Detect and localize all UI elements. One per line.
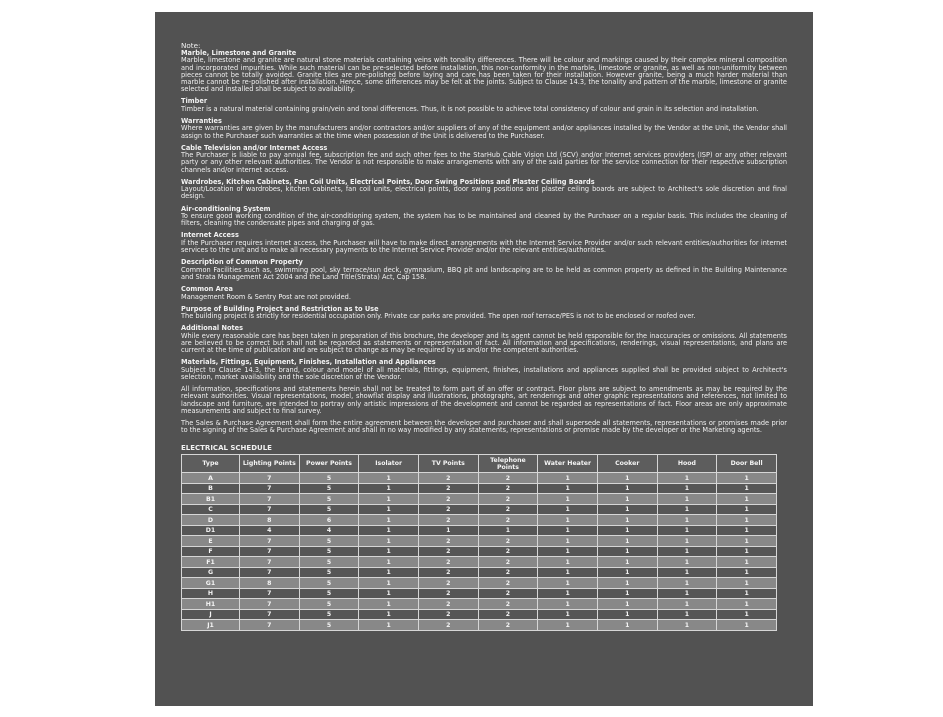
unit-type-cell: F1 <box>182 557 240 568</box>
unit-type-cell: J1 <box>182 620 240 631</box>
table-cell: 1 <box>717 609 777 620</box>
table-cell: 1 <box>597 599 657 610</box>
table-cell: 1 <box>597 609 657 620</box>
table-cell: 2 <box>478 620 538 631</box>
table-row <box>182 525 777 536</box>
table-cell: 2 <box>418 557 478 568</box>
column-header: Isolator <box>359 455 419 473</box>
table-cell: 1 <box>657 578 717 589</box>
table-cell: 1 <box>359 567 419 578</box>
table-cell: 2 <box>478 609 538 620</box>
table-cell: 5 <box>299 557 359 568</box>
table-cell: 1 <box>717 504 777 515</box>
table-row <box>182 557 777 568</box>
note-section <box>181 325 787 354</box>
table-cell: 5 <box>299 483 359 494</box>
table-cell: 1 <box>597 473 657 484</box>
section-title: Marble, Limestone and Granite <box>181 49 297 57</box>
electrical-schedule-table <box>181 454 777 631</box>
table-cell: 1 <box>538 546 598 557</box>
table-cell: 7 <box>240 536 300 547</box>
section-body: While every reasonable care has been taken in preparation of this brochure, the developer and its agent cannot be held responsible for the inaccuracies or omissions. All statements are believed to be correct but shall not be regarded as statements or representation of fact. All information and specifications, renderings, visual representations, and plans are current at the time of publication and are subject to change as may be required by us and/or the competent authorities. <box>181 331 787 355</box>
table-cell: 1 <box>597 567 657 578</box>
table-cell: 2 <box>418 473 478 484</box>
note-section <box>181 50 787 93</box>
section-body: Timber is a natural material containing grain/vein and tonal differences. Thus, it is not possible to achieve total consistency of colour and grain in its selection and installation. <box>181 104 759 113</box>
table-row <box>182 620 777 631</box>
table-cell: 1 <box>717 567 777 578</box>
table-cell: 1 <box>717 620 777 631</box>
table-cell: 1 <box>717 557 777 568</box>
table-cell: 2 <box>418 620 478 631</box>
table-cell: 1 <box>717 515 777 526</box>
table-cell: 2 <box>418 515 478 526</box>
table-cell: 1 <box>657 536 717 547</box>
table-cell: 1 <box>717 483 777 494</box>
unit-type-cell: C <box>182 504 240 515</box>
section-body: Subject to Clause 14.3, the brand, colour and model of all materials, fittings, equipment, finishes, installations and appliances supplied shall be provided subject to Architect's selection, market availability and the sole discretion of the Vendor. <box>181 365 787 381</box>
notes-sections <box>181 50 787 381</box>
table-cell: 6 <box>299 515 359 526</box>
table-cell: 1 <box>597 494 657 505</box>
column-header: Cooker <box>597 455 657 473</box>
note-section <box>181 145 787 174</box>
table-cell: 1 <box>657 483 717 494</box>
table-cell: 1 <box>597 515 657 526</box>
section-title: Air-conditioning System <box>181 204 271 213</box>
table-cell: 7 <box>240 599 300 610</box>
table-cell: 1 <box>538 599 598 610</box>
section-title: Internet Access <box>181 231 239 240</box>
table-cell: 1 <box>538 620 598 631</box>
table-row <box>182 504 777 515</box>
unit-type-cell: A <box>182 473 240 484</box>
note-section <box>181 206 787 228</box>
table-cell: 2 <box>478 588 538 599</box>
column-header: TV Points <box>418 455 478 473</box>
table-cell: 2 <box>478 473 538 484</box>
note-section <box>181 306 787 321</box>
brochure-page <box>155 12 813 706</box>
section-title: Timber <box>181 97 208 106</box>
table-cell: 1 <box>597 483 657 494</box>
table-row <box>182 609 777 620</box>
section-body: The Purchaser is liable to pay annual fee, subscription fee and such other fees to the StarHub Cable Vision Ltd (SCV) and/or Internet services providers (ISP) or any other relevant party or any other relevant authorities. The Vendor is not responsible to make arrangements with any of the said parties for the service connection for their respective subscription channels and/or internet access. <box>181 151 787 174</box>
table-cell: 1 <box>359 588 419 599</box>
table-cell: 1 <box>717 578 777 589</box>
table-cell: 1 <box>657 504 717 515</box>
column-header: Water Heater <box>538 455 598 473</box>
table-cell: 2 <box>418 546 478 557</box>
table-cell: 2 <box>418 483 478 494</box>
unit-type-cell: E <box>182 536 240 547</box>
unit-type-cell: G <box>182 567 240 578</box>
table-cell: 1 <box>359 609 419 620</box>
table-cell: 1 <box>478 525 538 536</box>
table-cell: 1 <box>717 473 777 484</box>
table-row <box>182 494 777 505</box>
table-cell: 1 <box>597 578 657 589</box>
section-title: Warranties <box>181 117 222 126</box>
table-cell: 2 <box>478 504 538 515</box>
table-cell: 7 <box>240 494 300 505</box>
table-row <box>182 567 777 578</box>
section-body: If the Purchaser requires internet access, the Purchaser will have to make direct arrangements with the Internet Service Provider and/or such relevant entities/authorities for internet services to the unit and to make all necessary payments to the Internet Service Provider and/or the relevant entities/authorities. <box>181 238 787 255</box>
section-body: Common Facilities such as, swimming pool, sky terrace/sun deck, gymnasium, BBQ pit and landscaping are to be held as common property as defined in the Building Maintenance and Strata Management Act 2004 and the Land Title(Strata) Act, Cap 158. <box>181 265 787 281</box>
table-cell: 5 <box>299 578 359 589</box>
table-cell: 2 <box>418 494 478 505</box>
note-section <box>181 179 787 201</box>
table-cell: 5 <box>299 620 359 631</box>
disclaimer-paragraph: The Sales & Purchase Agreement shall form the entire agreement between the developer and purchaser and shall supersede all statements, representations or promises made prior to the signing of the Sales & Purchase Agreement and shall in no way modified by any statements, representations or promise made by the developer or the Marketing agents. <box>181 418 787 435</box>
table-cell: 1 <box>657 525 717 536</box>
table-cell: 1 <box>538 504 598 515</box>
table-cell: 1 <box>657 473 717 484</box>
section-title: Additional Notes <box>181 324 244 333</box>
table-cell: 1 <box>597 588 657 599</box>
unit-type-cell: G1 <box>182 578 240 589</box>
table-cell: 1 <box>717 546 777 557</box>
table-cell: 1 <box>657 620 717 631</box>
table-cell: 1 <box>597 504 657 515</box>
table-cell: 5 <box>299 609 359 620</box>
table-cell: 2 <box>418 599 478 610</box>
table-cell: 1 <box>359 525 419 536</box>
table-cell: 1 <box>538 515 598 526</box>
electrical-schedule-title: ELECTRICAL SCHEDULE <box>181 444 272 453</box>
table-cell: 4 <box>240 525 300 536</box>
table-cell: 2 <box>418 504 478 515</box>
section-body: Layout/Location of wardrobes, kitchen cabinets, fan coil units, electrical points, door swing positions and plaster ceiling boards are subject to Architect's sole discretion and final design. <box>181 185 787 201</box>
table-row <box>182 578 777 589</box>
table-cell: 2 <box>478 536 538 547</box>
section-title: Description of Common Property <box>181 258 303 267</box>
note-section <box>181 359 787 381</box>
section-body: Management Room & Sentry Post are not provided. <box>181 292 351 301</box>
table-cell: 1 <box>597 620 657 631</box>
table-cell: 1 <box>359 599 419 610</box>
table-row <box>182 473 777 484</box>
table-cell: 2 <box>478 483 538 494</box>
unit-type-cell: D <box>182 515 240 526</box>
table-cell: 8 <box>240 578 300 589</box>
table-cell: 2 <box>478 578 538 589</box>
table-cell: 1 <box>359 557 419 568</box>
table-cell: 7 <box>240 473 300 484</box>
note-section <box>181 232 787 254</box>
table-cell: 2 <box>418 609 478 620</box>
table-cell: 1 <box>657 557 717 568</box>
table-cell: 5 <box>299 567 359 578</box>
table-cell: 1 <box>538 588 598 599</box>
table-cell: 1 <box>597 536 657 547</box>
table-cell: 1 <box>657 609 717 620</box>
table-cell: 2 <box>478 599 538 610</box>
table-row <box>182 483 777 494</box>
table-cell: 1 <box>359 546 419 557</box>
section-body: Marble, limestone and granite are natural stone materials containing veins with tonality differences. There will be colour and markings caused by their complex mineral composition and incorporated impurities. While such material can be pre-selected before installation, this non-conformity in the marble, limestone or granite, as well as non-uniformity between pieces cannot be totally avoided. Granite tiles are pre-polished before laying and care has been taken for their installation. However granite, being a much harder material than marble cannot be re-polished after installation. Hence, some differences may be felt at the joints. Subject to Clause 14.3, the tonality and pattern of the marble, limestone or granite selected and installed shall be subject to availability. <box>181 56 787 94</box>
section-title: Materials, Fittings, Equipment, Finishes, Installation and Appliances <box>181 358 436 367</box>
disclaimer-paragraphs <box>181 386 787 434</box>
column-header: Type <box>182 455 240 473</box>
table-cell: 2 <box>478 546 538 557</box>
table-cell: 1 <box>538 494 598 505</box>
table-cell: 7 <box>240 609 300 620</box>
table-header-row <box>182 455 777 473</box>
column-header: Power Points <box>299 455 359 473</box>
table-cell: 1 <box>717 599 777 610</box>
table-cell: 2 <box>478 567 538 578</box>
table-cell: 1 <box>359 620 419 631</box>
table-row <box>182 515 777 526</box>
table-cell: 1 <box>359 536 419 547</box>
table-cell: 2 <box>418 588 478 599</box>
table-cell: 2 <box>478 515 538 526</box>
unit-type-cell: J <box>182 609 240 620</box>
table-cell: 1 <box>538 525 598 536</box>
column-header: Lighting Points <box>240 455 300 473</box>
unit-type-cell: H1 <box>182 599 240 610</box>
table-cell: 1 <box>538 578 598 589</box>
table-cell: 1 <box>597 525 657 536</box>
table-cell: 1 <box>657 588 717 599</box>
section-title: Wardrobes, Kitchen Cabinets, Fan Coil Units, Electrical Points, Door Swing Positions and Plaster Ceiling Boards <box>181 177 595 186</box>
table-cell: 1 <box>359 483 419 494</box>
table-cell: 2 <box>478 494 538 505</box>
table-row <box>182 546 777 557</box>
section-body: Where warranties are given by the manufacturers and/or contractors and/or suppliers of any of the equipment and/or appliances installed by the Vendor at the Unit, the Vendor shall assign to the Purchaser such warranties at the time when possession of the Unit is delivered to the Purchaser. <box>181 124 787 140</box>
unit-type-cell: F <box>182 546 240 557</box>
table-cell: 1 <box>538 483 598 494</box>
table-cell: 1 <box>538 609 598 620</box>
table-cell: 5 <box>299 599 359 610</box>
table-cell: 1 <box>657 599 717 610</box>
unit-type-cell: H <box>182 588 240 599</box>
note-section <box>181 286 787 301</box>
table-cell: 1 <box>359 473 419 484</box>
table-cell: 1 <box>657 546 717 557</box>
table-cell: 1 <box>717 588 777 599</box>
table-cell: 1 <box>538 473 598 484</box>
section-title: Purpose of Building Project and Restriction as to Use <box>181 304 379 313</box>
table-cell: 5 <box>299 588 359 599</box>
table-cell: 7 <box>240 483 300 494</box>
table-cell: 5 <box>299 504 359 515</box>
table-row <box>182 536 777 547</box>
table-cell: 1 <box>538 536 598 547</box>
table-cell: 1 <box>657 494 717 505</box>
table-cell: 1 <box>359 515 419 526</box>
table-cell: 1 <box>657 515 717 526</box>
section-body: To ensure good working condition of the air-conditioning system, the system has to be maintained and cleaned by the Purchaser on a regular basis. This includes the cleaning of filters, cleaning the condensate pipes and charging of gas. <box>181 212 787 228</box>
unit-type-cell: B <box>182 483 240 494</box>
note-section <box>181 98 787 113</box>
table-cell: 1 <box>717 494 777 505</box>
table-cell: 4 <box>299 525 359 536</box>
table-row <box>182 599 777 610</box>
table-cell: 1 <box>597 557 657 568</box>
table-row <box>182 588 777 599</box>
table-cell: 7 <box>240 504 300 515</box>
note-label: Note: <box>181 41 201 50</box>
table-cell: 1 <box>359 494 419 505</box>
table-cell: 1 <box>538 557 598 568</box>
table-cell: 7 <box>240 567 300 578</box>
table-cell: 5 <box>299 546 359 557</box>
section-title: Common Area <box>181 285 233 294</box>
column-header: Hood <box>657 455 717 473</box>
section-body: The building project is strictly for residential occupation only. Private car parks are provided. The open roof terrace/PES is not to be enclosed or roofed over. <box>181 312 696 321</box>
table-cell: 5 <box>299 536 359 547</box>
table-cell: 1 <box>597 546 657 557</box>
note-section <box>181 118 787 140</box>
disclaimer-paragraph: All information, specifications and statements herein shall not be treated to form part of an offer or contract. Floor plans are subject to amendments as may be required by the relevant authorities. Visual representations, model, showflat display and illustrations, photographs, art renderings and other graphic representations and references, not limited to landscape and furniture, are intended to portray only artistic impressions of the development and cannot be regarded as representations of fact. Floor areas are only approximate measurements and subject to final survey. <box>181 385 787 415</box>
table-cell: 1 <box>359 504 419 515</box>
table-cell: 1 <box>418 525 478 536</box>
table-cell: 1 <box>717 525 777 536</box>
note-section <box>181 259 787 281</box>
table-cell: 2 <box>478 557 538 568</box>
table-cell: 1 <box>717 536 777 547</box>
section-title: Cable Television and/or Internet Access <box>181 143 328 152</box>
table-cell: 1 <box>657 567 717 578</box>
unit-type-cell: B1 <box>182 494 240 505</box>
column-header: Door Bell <box>717 455 777 473</box>
unit-type-cell: D1 <box>182 525 240 536</box>
table-cell: 7 <box>240 557 300 568</box>
table-cell: 2 <box>418 567 478 578</box>
table-cell: 5 <box>299 473 359 484</box>
column-header: Telephone Points <box>478 455 538 473</box>
table-cell: 7 <box>240 588 300 599</box>
table-cell: 2 <box>418 578 478 589</box>
table-cell: 8 <box>240 515 300 526</box>
table-cell: 2 <box>418 536 478 547</box>
table-cell: 1 <box>538 567 598 578</box>
table-cell: 7 <box>240 546 300 557</box>
table-cell: 5 <box>299 494 359 505</box>
table-cell: 7 <box>240 620 300 631</box>
table-cell: 1 <box>359 578 419 589</box>
